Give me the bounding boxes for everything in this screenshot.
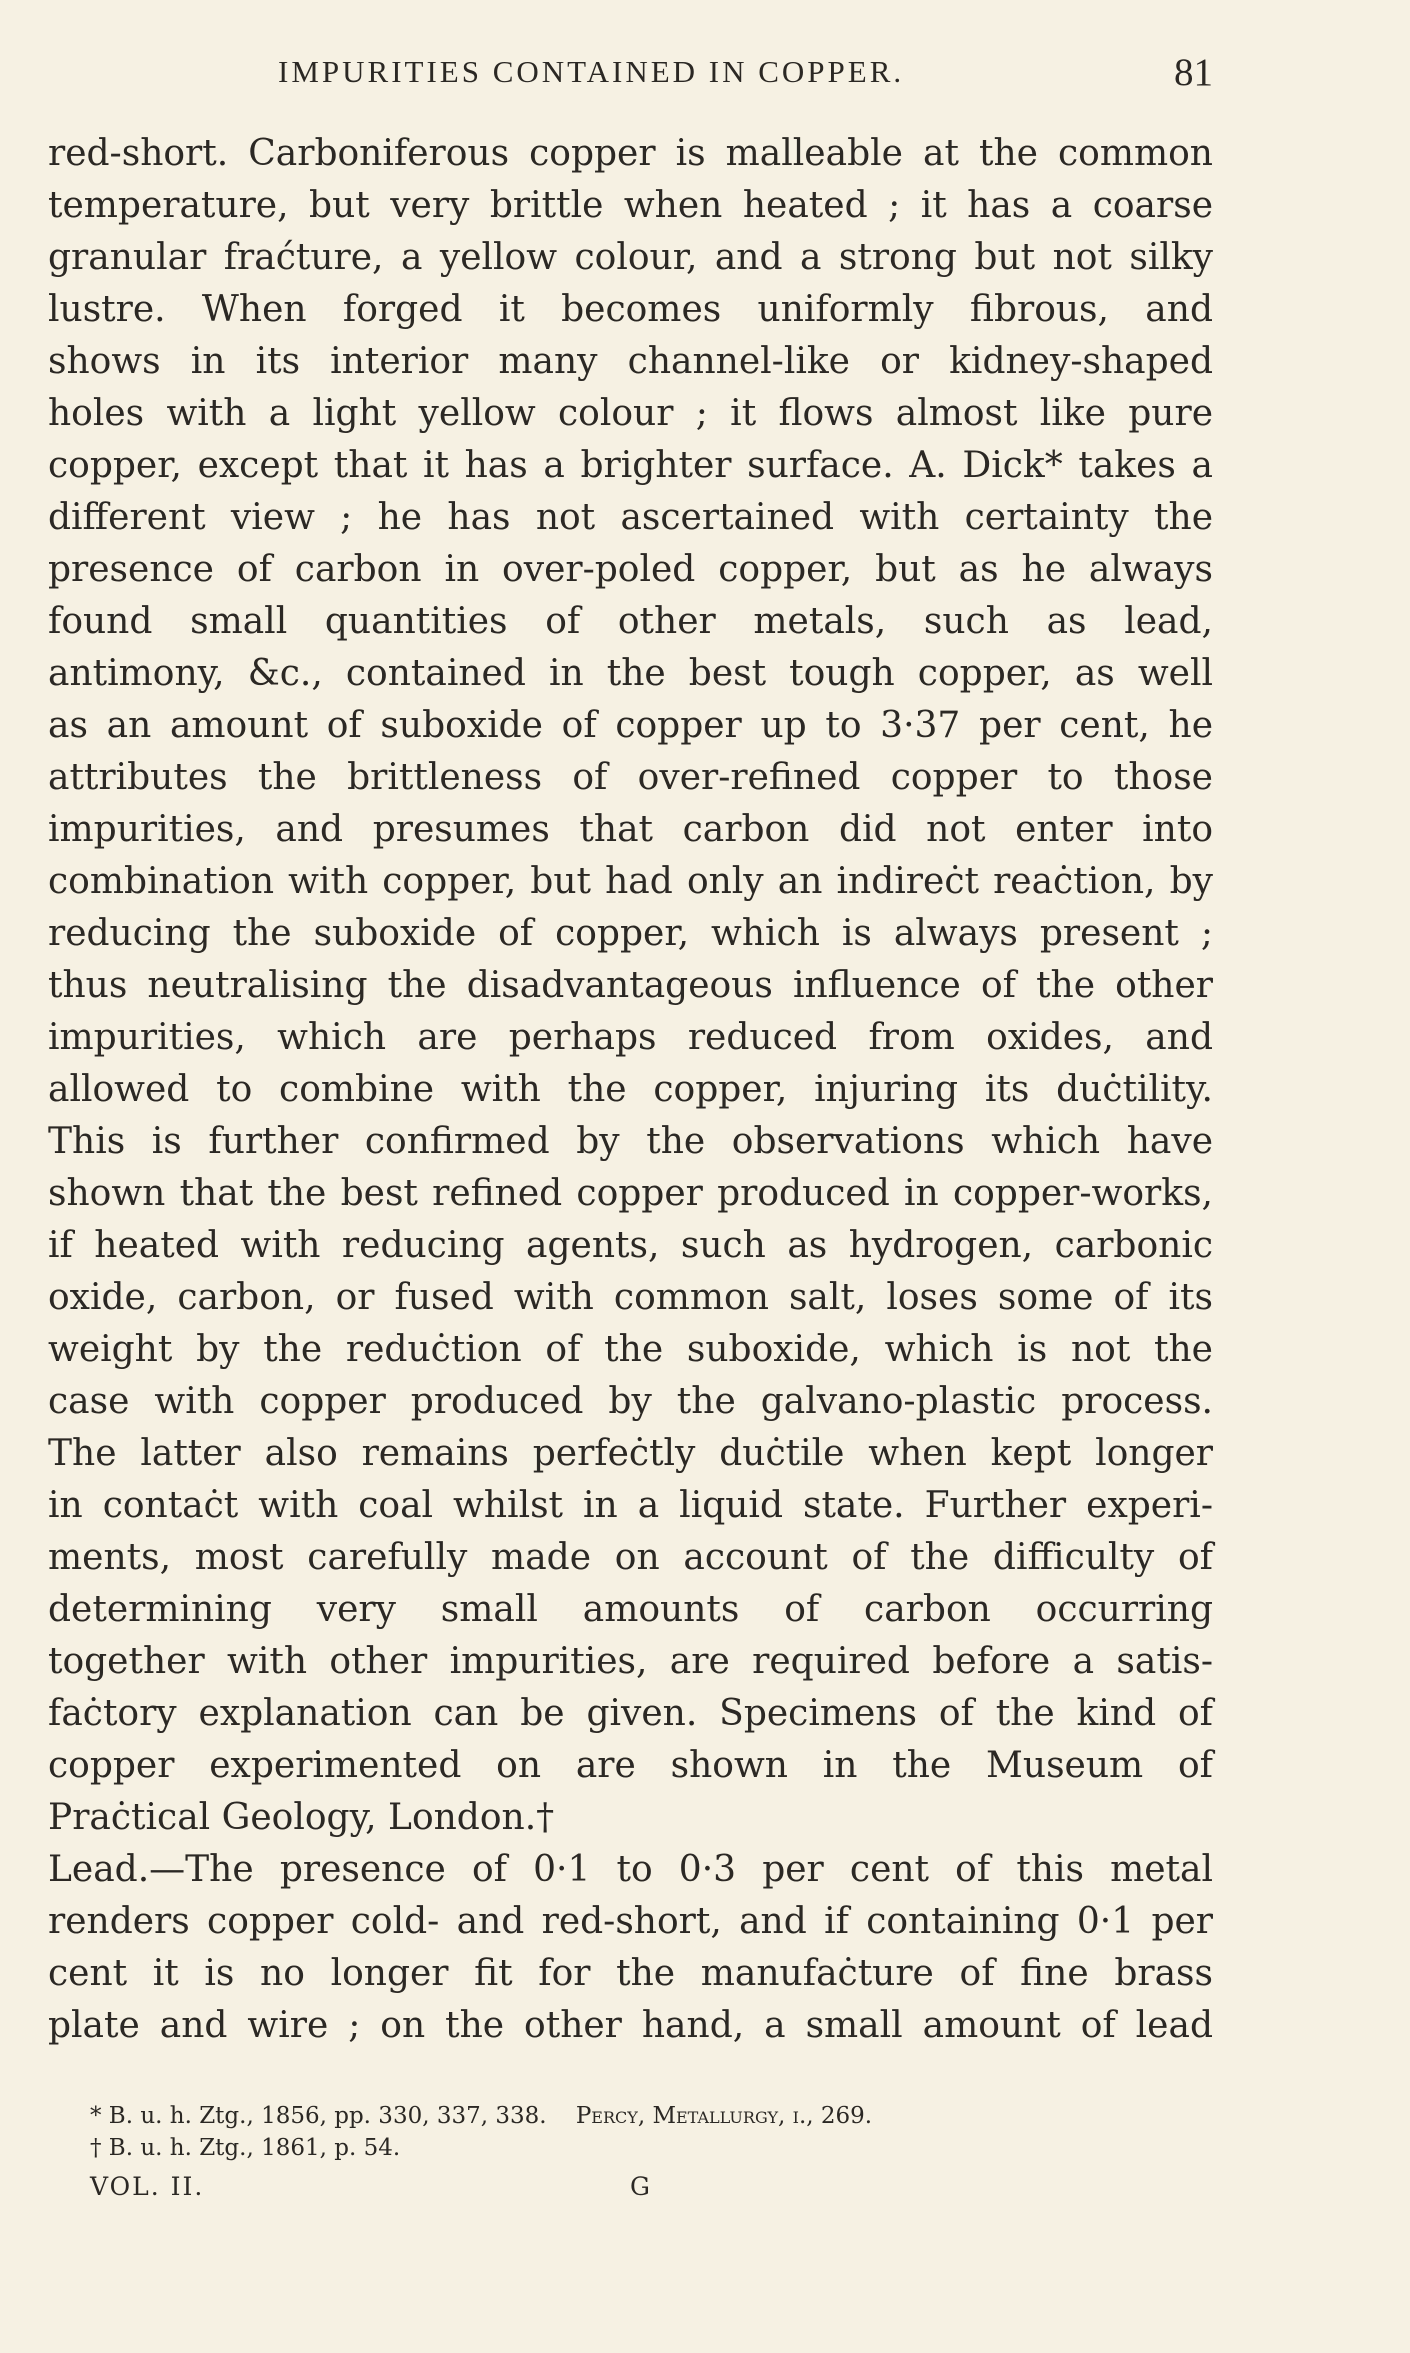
text-line: temperature, but very brittle when heated ; it has a coarse [48, 185, 1213, 226]
text-line: as an amount of suboxide of copper up to 3·37 per cent, he [48, 705, 1213, 746]
text-line: Lead.—The presence of 0·1 to 0·3 per cent of this metal [48, 1849, 1213, 1890]
text-line: different view ; he has not ascertained with certainty the [48, 497, 1213, 538]
text-line: combination with copper, but had only an indireċt reaċtion, by [48, 861, 1213, 902]
text-line: renders copper cold- and red-short, and if containing 0·1 per [48, 1901, 1213, 1942]
text-line: lustre. When forged it becomes uniformly fibrous, and [48, 289, 1213, 330]
footnote-citation: * B. u. h. Ztg., 1856, pp. 330, 337, 338. [90, 2103, 547, 2129]
footnote-citation: Percy, Metallurgy, i., 269. [575, 2103, 873, 2129]
text-line: weight by the reduċtion of the suboxide, which is not the [48, 1329, 1213, 1370]
text-line: ments, most carefully made on account of the difficulty of [48, 1537, 1213, 1578]
page-header [48, 51, 1213, 104]
running-title: IMPURITIES CONTAINED IN COPPER. [278, 54, 905, 89]
text-line: plate and wire ; on the other hand, a small amount of lead [48, 2005, 1213, 2046]
text-line: The latter also remains perfeċtly duċtile when kept longer [48, 1433, 1213, 1474]
text-line: copper, except that it has a brighter surface. A. Dick* takes a [48, 445, 1213, 486]
text-line: determining very small amounts of carbon occurring [48, 1589, 1213, 1630]
text-line: case with copper produced by the galvano-plastic process. [48, 1381, 1213, 1422]
text-line: impurities, which are perhaps reduced from oxides, and [48, 1017, 1213, 1058]
text-line: allowed to combine with the copper, injuring its duċtility. [48, 1069, 1213, 1110]
text-line: impurities, and presumes that carbon did not enter into [48, 809, 1213, 850]
text-line: shown that the best refined copper produced in copper-works, [48, 1173, 1213, 1214]
text-line: cent it is no longer fit for the manufaċture of fine brass [48, 1953, 1213, 1994]
text-line: copper experimented on are shown in the Museum of [48, 1745, 1213, 1786]
text-line: faċtory explanation can be given. Specimens of the kind of [48, 1693, 1213, 1734]
text-line: oxide, carbon, or fused with common salt, loses some of its [48, 1277, 1213, 1318]
text-line: reducing the suboxide of copper, which is always present ; [48, 913, 1213, 954]
text-line: red-short. Carboniferous copper is malleable at the common [48, 133, 1213, 174]
page-footer [90, 2172, 1190, 2212]
text-line: found small quantities of other metals, such as lead, [48, 601, 1213, 642]
text-line: attributes the brittleness of over-refined copper to those [48, 757, 1213, 798]
text-line: holes with a light yellow colour ; it flows almost like pure [48, 393, 1213, 434]
signature-mark: G [630, 2172, 650, 2201]
text-line: in contaċt with coal whilst in a liquid state. Further experi- [48, 1485, 1213, 1526]
text-line: antimony, &c., contained in the best tough copper, as well [48, 653, 1213, 694]
text-line: granular fraćture, a yellow colour, and a strong but not silky [48, 237, 1213, 278]
text-line: shows in its interior many channel-like or kidney-shaped [48, 341, 1213, 382]
text-line: presence of carbon in over-poled copper, but as he always [48, 549, 1213, 590]
text-line: Praċtical Geology, London.† [48, 1797, 555, 1838]
text-line: together with other impurities, are required before a satis- [48, 1641, 1213, 1682]
footnote: † B. u. h. Ztg., 1861, p. 54. [90, 2135, 401, 2161]
text-line: thus neutralising the disadvantageous influence of the other [48, 965, 1213, 1006]
volume-label: VOL. II. [90, 2172, 205, 2201]
footnotes [90, 2100, 1190, 2164]
footnote [90, 2100, 1190, 2132]
page-number: 81 [1174, 51, 1213, 94]
body-text [48, 128, 1213, 2052]
text-line: This is further confirmed by the observations which have [48, 1121, 1213, 1162]
text-line: if heated with reducing agents, such as hydrogen, carbonic [48, 1225, 1213, 1266]
